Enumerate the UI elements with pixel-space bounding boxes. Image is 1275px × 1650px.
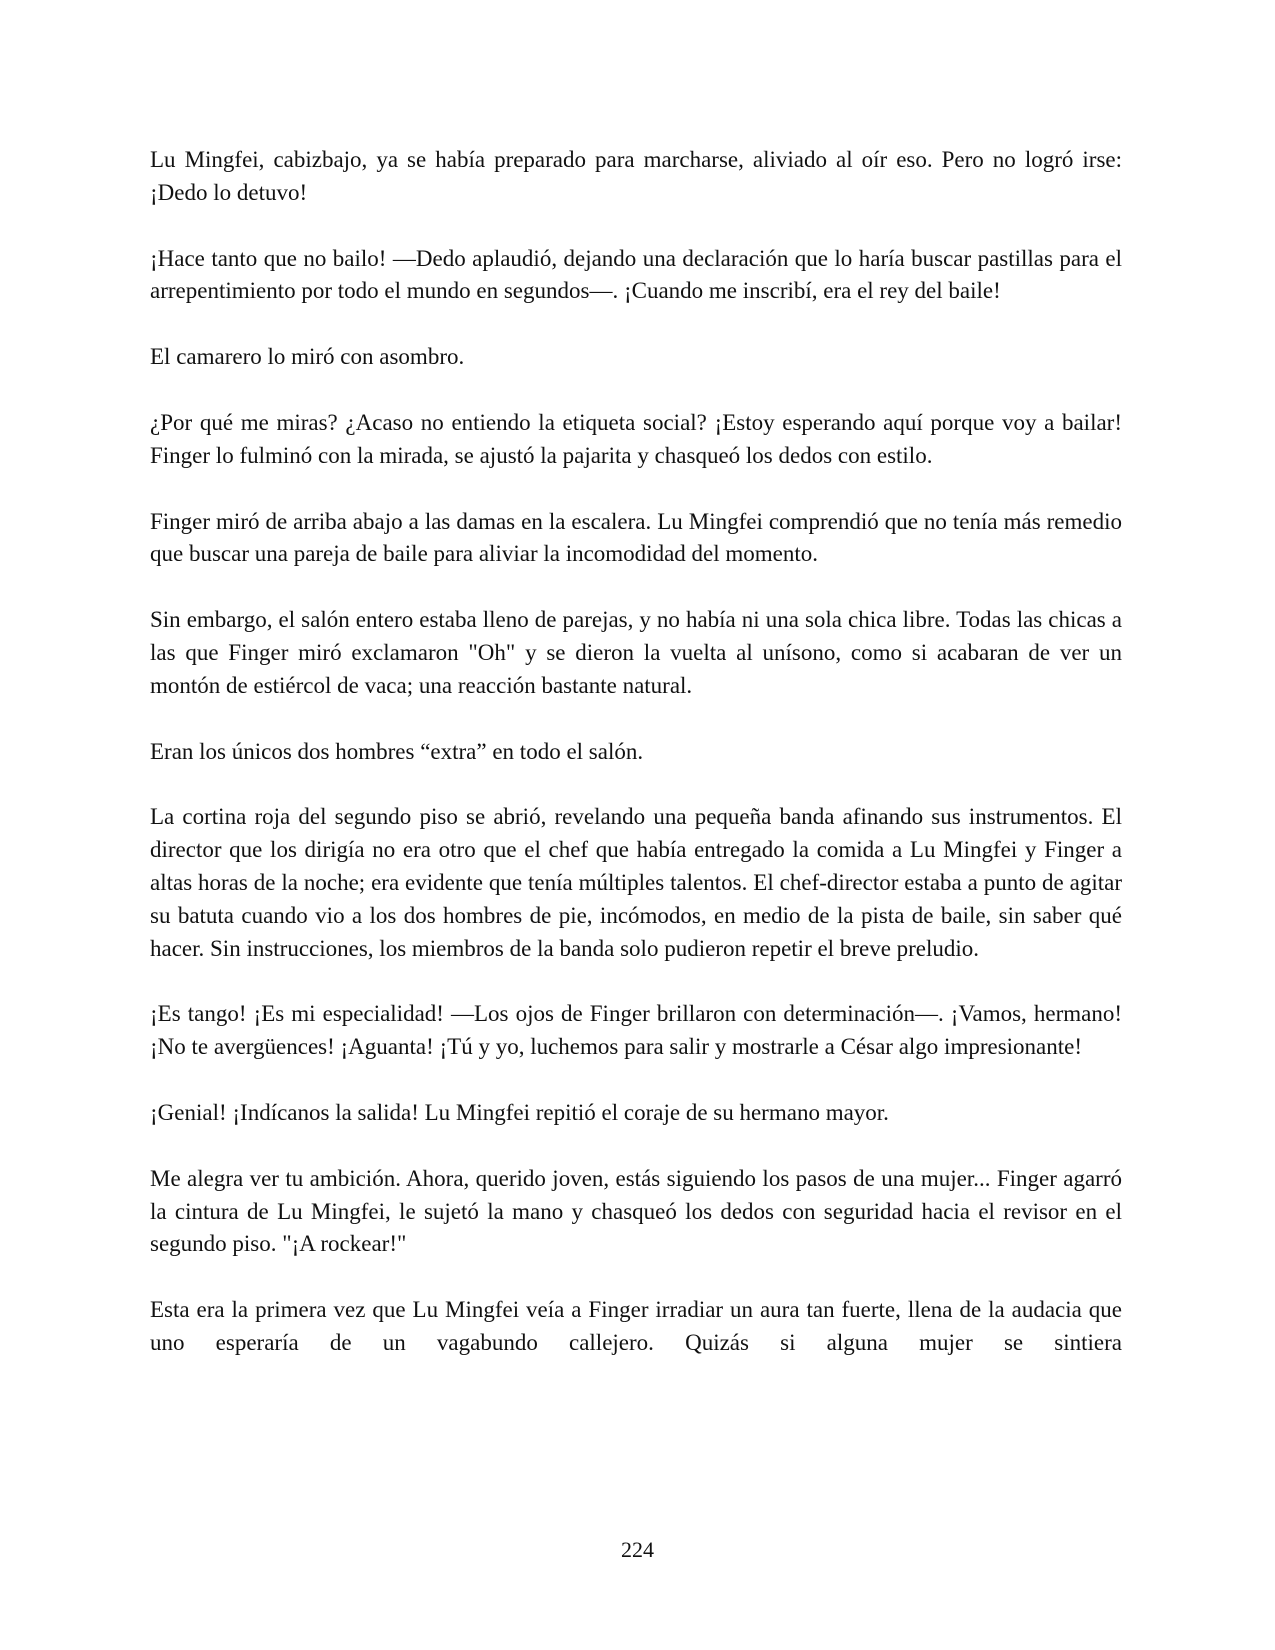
paragraph: Lu Mingfei, cabizbajo, ya se había preparado para marcharse, aliviado al oír eso. Pero no logró irse: ¡Dedo lo detuvo! [150, 147, 1122, 205]
paragraph: Me alegra ver tu ambición. Ahora, querido joven, estás siguiendo los pasos de una mujer... Finger agarró la cintura de Lu Mingfei, le sujetó la mano y chasqueó los dedos con seguridad hacia el revisor en el segundo piso. "¡A rockear!" [150, 1165, 1122, 1257]
paragraph: Finger miró de arriba abajo a las damas en la escalera. Lu Mingfei comprendió que no tenía más remedio que buscar una pareja de baile para aliviar la incomodidad del momento. [150, 508, 1122, 567]
paragraph: Sin embargo, el salón entero estaba lleno de parejas, y no había ni una sola chica libre. Todas las chicas a las que Finger miró exclamaron "Oh" y se dieron la vuelta al unísono, como si acabaran de ver un montón de estiércol de vaca; una reacción bastante natural. [150, 607, 1122, 698]
paragraph: ¡Hace tanto que no bailo! —Dedo aplaudió, dejando una declaración que lo haría buscar pastillas para el arrepentimiento por todo el mundo en segundos—. ¡Cuando me inscribí, era el rey del baile! [150, 245, 1122, 304]
paragraph: El camarero lo miró con asombro. [150, 344, 465, 370]
page-body [150, 144, 1122, 1360]
paragraph: ¿Por qué me miras? ¿Acaso no entiendo la etiqueta social? ¡Estoy esperando aquí porque voy a bailar! Finger lo fulminó con la mirada, se ajustó la pajarita y chasqueó los dedos con estilo. [150, 409, 1122, 468]
paragraph: ¡Genial! ¡Indícanos la salida! Lu Mingfei repitió el coraje de su hermano mayor. [150, 1099, 889, 1125]
paragraph: Esta era la primera vez que Lu Mingfei veía a Finger irradiar un aura tan fuerte, llena de la audacia que uno esperaría de un vagabundo callejero. Quizás si alguna mujer se sintiera [150, 1297, 1122, 1355]
paragraph: Eran los únicos dos hombres “extra” en todo el salón. [150, 738, 644, 764]
paragraph: ¡Es tango! ¡Es mi especialidad! —Los ojos de Finger brillaron con determinación—. ¡Vamos, hermano! ¡No te avergüences! ¡Aguanta! ¡Tú y yo, luchemos para salir y mostrarle a César algo impresionante! [150, 1001, 1122, 1060]
page-number: 224 [621, 1537, 654, 1562]
paragraph: La cortina roja del segundo piso se abrió, revelando una pequeña banda afinando sus instrumentos. El director que los dirigía no era otro que el chef que había entregado la comida a Lu Mingfei y Finger a altas horas de la noche; era evidente que tenía múltiples talentos. El chef-director estaba a punto de agitar su batuta cuando vio a los dos hombres de pie, incómodos, en medio de la pista de baile, sin saber qué hacer. Sin instrucciones, los miembros de la banda solo pudieron repetir el breve preludio. [150, 804, 1122, 961]
